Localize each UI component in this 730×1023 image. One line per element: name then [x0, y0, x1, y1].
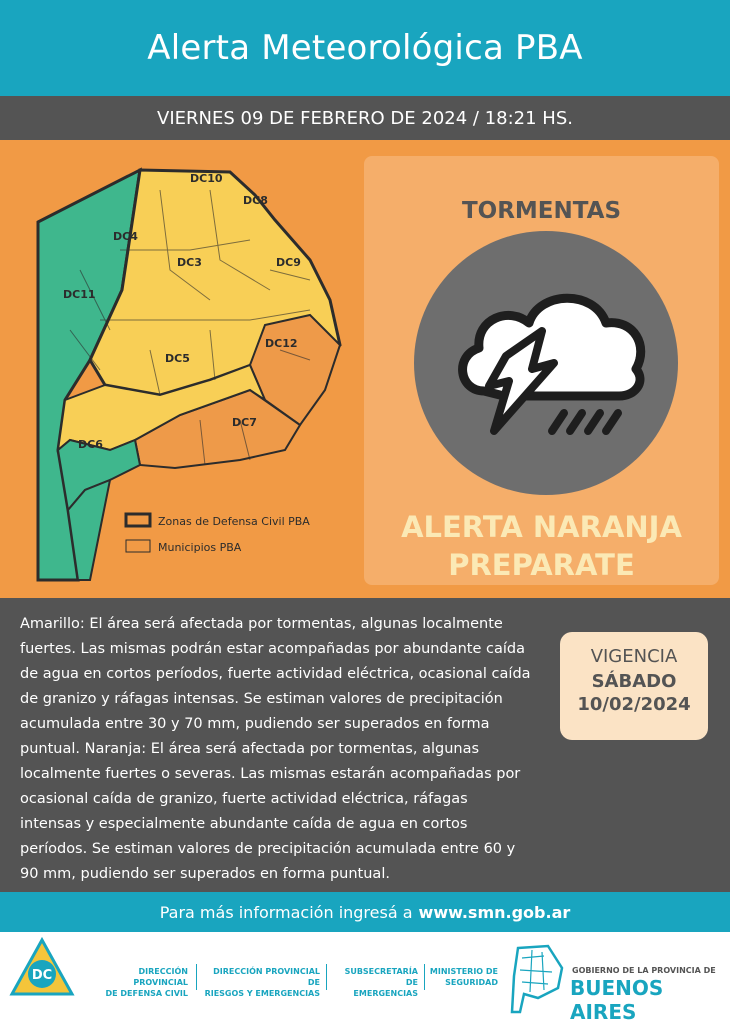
zone-label-dc7: DC7 [232, 416, 257, 429]
storm-cloud-icon [414, 231, 678, 495]
zone-label-dc11: DC11 [63, 288, 96, 301]
vigencia-day: SÁBADO [591, 671, 677, 692]
vigencia-box [560, 632, 708, 740]
legend-swatch-municipios [126, 540, 150, 552]
legend-label-municipios: Municipios PBA [158, 541, 242, 554]
org-line: MINISTERIO DE [429, 967, 498, 976]
province-map [10, 150, 355, 590]
gob-big-text: BUENOS AIRES [570, 976, 664, 1023]
zone-label-dc10: DC10 [190, 172, 223, 185]
footer [0, 932, 730, 1023]
alert-description: Amarillo: El área será afectada por tormentas, algunas localmente fuertes. Las mismas podrán estar acompañadas por abundante caída de agua en cortos períodos, fuerte actividad eléctrica, ocasional caída de granizo y ráfagas intensas. Se estiman valores de precipitación acumulada entre 30 y 70 mm, pudiendo ser superados en forma puntual. Naranja: El área será afectada por tormentas, algunas localmente fuertes o severas. Las mismas estarán acompañadas por ocasional caída de granizo, fuerte actividad eléctrica, ráfagas intensas y especialmente abundante caída de agua en cortos períodos. Se estiman valores de precipitación acumulada entre 60 y 90 mm, pudiendo ser superados en forma puntual. [20, 616, 531, 882]
page-title: Alerta Meteorológica PBA [147, 28, 583, 68]
divider [424, 964, 425, 990]
zone-label-dc4: DC4 [113, 230, 138, 243]
zone-label-dc12: DC12 [265, 337, 298, 350]
zone-label-dc8: DC8 [243, 194, 268, 207]
org-line: DIRECCIÓN PROVINCIAL [133, 967, 188, 987]
zone-label-dc6: DC6 [78, 438, 103, 451]
org-subsecretaria [330, 966, 418, 999]
org-line: DIRECCIÓN PROVINCIAL DE [213, 967, 320, 987]
alert-level [364, 508, 719, 584]
date-bar [0, 96, 730, 140]
info-bar [0, 892, 730, 932]
zone-label-dc5: DC5 [165, 352, 190, 365]
dc-logo-text: DC [31, 968, 53, 983]
legend-swatch-zones [126, 514, 150, 526]
zone-label-dc9: DC9 [276, 256, 301, 269]
info-text: Para más información ingresá a [159, 902, 413, 922]
issue-datetime: VIERNES 09 DE FEBRERO DE 2024 / 18:21 HS. [157, 107, 573, 129]
vigencia-date: 10/02/2024 [577, 694, 691, 715]
legend-label-zones: Zonas de Defensa Civil PBA [158, 515, 310, 528]
divider [196, 964, 197, 990]
org-line: DE DEFENSA CIVIL [105, 989, 188, 998]
org-line: SUBSECRETARÍA DE [344, 967, 418, 987]
defensa-civil-logo [8, 936, 76, 1020]
alert-main-section [0, 140, 730, 598]
divider [326, 964, 327, 990]
pba-map-logo [508, 942, 566, 1014]
zone-label-dc3: DC3 [177, 256, 202, 269]
header-banner [0, 0, 730, 96]
alert-card [364, 156, 719, 585]
alert-level-line2: PREPARATE [448, 548, 635, 582]
vigencia-label: VIGENCIA [590, 646, 678, 667]
info-link[interactable]: www.smn.gob.ar [418, 902, 571, 922]
gob-small-text: GOBIERNO DE LA PROVINCIA DE [572, 966, 716, 975]
description-section [0, 598, 730, 892]
alert-type: TORMENTAS [461, 198, 622, 224]
org-line: EMERGENCIAS [353, 989, 418, 998]
org-riesgos [200, 966, 320, 999]
org-line: SEGURIDAD [445, 978, 498, 987]
org-ministerio [428, 966, 498, 988]
org-line: RIESGOS Y EMERGENCIAS [204, 989, 320, 998]
alert-level-line1: ALERTA NARANJA [401, 510, 682, 544]
org-defensa-civil [82, 966, 188, 999]
